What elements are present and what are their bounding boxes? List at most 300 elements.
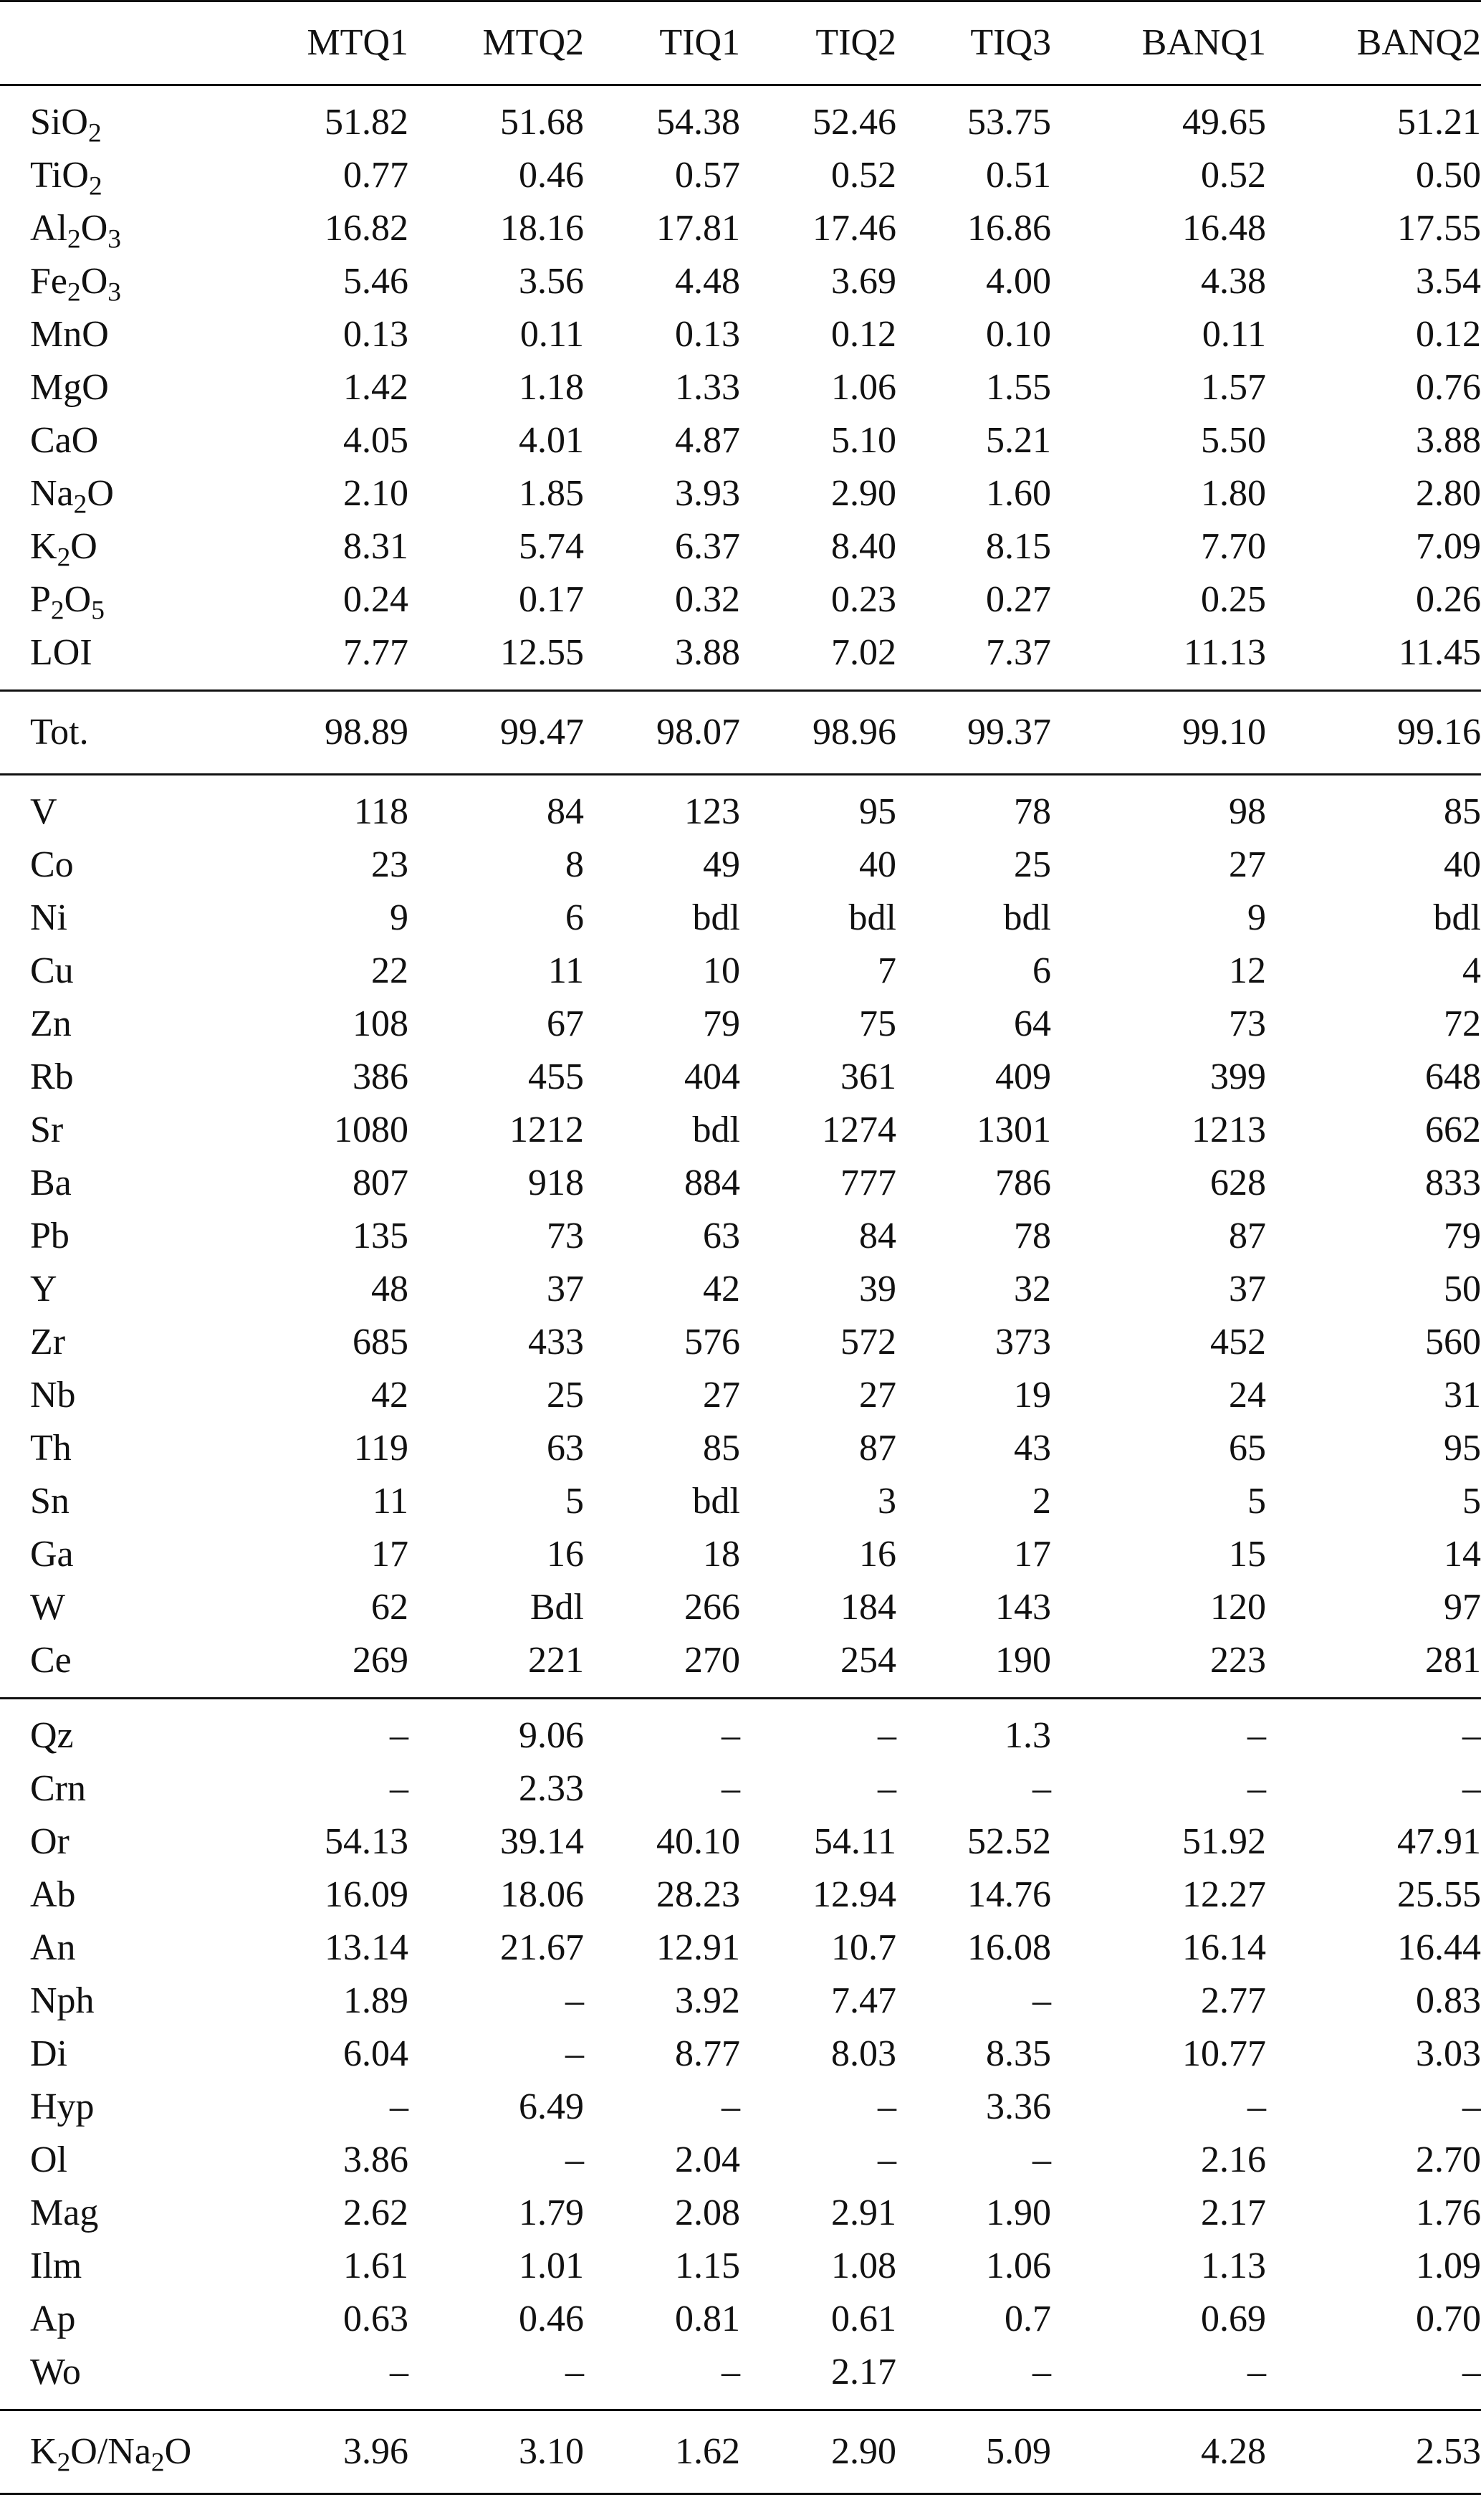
value-cell: 16.08 — [967, 1927, 1051, 1968]
value-cell: 84 — [408, 775, 584, 839]
value-cell: 108 — [353, 1003, 408, 1044]
value-cell: 0.13 — [675, 314, 740, 355]
row-label: Ol — [30, 2139, 67, 2180]
value-cell: 1.61 — [343, 2245, 408, 2286]
row-label: Ap — [30, 2299, 76, 2339]
value-cell: 1.80 — [1201, 473, 1266, 514]
trace-element-row — [0, 1263, 1481, 1316]
value-cell: 65 — [1229, 1428, 1266, 1469]
value-cell: 16 — [859, 1534, 896, 1575]
value-cell: 1.76 — [1416, 2192, 1481, 2233]
value-cell: 3.56 — [519, 261, 584, 302]
value-cell: – — [1247, 2352, 1266, 2392]
value-cell: 0.51 — [986, 155, 1051, 196]
header-cell — [0, 1, 251, 85]
value-cell: 4 — [1462, 950, 1481, 991]
oxide-row — [0, 626, 1481, 691]
value-cell: 0.52 — [831, 155, 896, 196]
value-cell: 18 — [703, 1534, 740, 1575]
value-cell: – — [565, 1980, 584, 2021]
label-text: O/Na — [70, 2431, 151, 2472]
norm-mineral-row — [0, 1868, 1481, 1922]
oxide-row — [0, 573, 1481, 626]
value-cell: 8.35 — [986, 2033, 1051, 2074]
value-cell: 1212 — [509, 1109, 584, 1150]
value-cell: 0.7 — [1005, 2299, 1051, 2339]
value-cell: 12.27 — [1182, 1874, 1266, 1915]
value-cell: 685 — [353, 1322, 408, 1362]
oxide-row — [0, 414, 1481, 467]
value-cell: 49.65 — [1051, 85, 1266, 150]
value-cell: 1213 — [1192, 1109, 1266, 1150]
norm-mineral-row — [0, 2081, 1481, 2134]
value-cell: 16.09 — [325, 1874, 408, 1915]
value-cell: 1.90 — [986, 2192, 1051, 2233]
norm-mineral-row — [0, 1699, 1481, 1763]
value-cell: 628 — [1210, 1163, 1266, 1203]
value-cell: 143 — [995, 1587, 1051, 1628]
value-cell: 0.26 — [1416, 579, 1481, 620]
value-cell: 6.37 — [675, 526, 740, 567]
value-cell: 16.44 — [1397, 1927, 1481, 1968]
row-label: W — [30, 1587, 66, 1628]
value-cell: 0.81 — [675, 2299, 740, 2339]
value-cell: 27 — [703, 1375, 740, 1416]
value-cell: 25 — [547, 1375, 584, 1416]
label-subscript: 5 — [91, 596, 105, 626]
row-label — [0, 520, 251, 573]
label-text: Al — [30, 208, 67, 249]
value-cell: – — [722, 1768, 740, 1809]
value-cell: 455 — [528, 1056, 584, 1097]
value-cell: 25.55 — [1397, 1874, 1481, 1915]
value-cell: 0.32 — [675, 579, 740, 620]
header-cell: MTQ1 — [251, 1, 408, 85]
value-cell: 7.09 — [1416, 526, 1481, 567]
row-label: Co — [30, 844, 74, 885]
value-cell: 51.21 — [1266, 85, 1481, 150]
value-cell: 0.12 — [831, 314, 896, 355]
value-cell: 12.94 — [813, 1874, 896, 1915]
value-cell: 1.60 — [986, 473, 1051, 514]
value-cell: 16.86 — [967, 208, 1051, 249]
value-cell: 63 — [547, 1428, 584, 1469]
value-cell: 2.04 — [675, 2139, 740, 2180]
value-cell: 2.62 — [343, 2192, 408, 2233]
norm-mineral-row — [0, 1762, 1481, 1815]
value-cell: – — [878, 1768, 896, 1809]
value-cell: 17.55 — [1397, 208, 1481, 249]
row-label: Crn — [30, 1768, 86, 1809]
value-cell: 48 — [371, 1269, 408, 1309]
label-text: Si — [30, 102, 62, 143]
label-subscript: 2 — [67, 224, 81, 254]
value-cell: 0.57 — [675, 155, 740, 196]
value-cell: 85 — [1266, 775, 1481, 839]
trace-element-row — [0, 1104, 1481, 1157]
value-cell: 135 — [353, 1216, 408, 1256]
value-cell: 399 — [1210, 1056, 1266, 1097]
value-cell: 1.89 — [343, 1980, 408, 2021]
value-cell: 5.09 — [896, 2410, 1051, 2494]
value-cell: 5.10 — [831, 420, 896, 461]
value-cell: – — [1266, 1699, 1481, 1763]
value-cell: 22 — [371, 950, 408, 991]
value-cell: 95 — [1444, 1428, 1481, 1469]
value-cell: 87 — [1229, 1216, 1266, 1256]
value-cell: 386 — [353, 1056, 408, 1097]
row-label — [0, 573, 251, 626]
value-cell: 254 — [840, 1640, 896, 1681]
trace-element-row — [0, 775, 1481, 839]
row-label: Zr — [30, 1322, 66, 1362]
value-cell: 2.90 — [831, 473, 896, 514]
oxide-row — [0, 149, 1481, 202]
value-cell: 0.17 — [519, 579, 584, 620]
value-cell: 6 — [565, 897, 584, 938]
value-cell: 184 — [840, 1587, 896, 1628]
value-cell: 3.88 — [675, 632, 740, 673]
value-cell: 452 — [1210, 1322, 1266, 1362]
value-cell: 5 — [1462, 1481, 1481, 1522]
total-row — [0, 691, 1481, 775]
value-cell: 7.77 — [343, 632, 408, 673]
value-cell: 2.10 — [343, 473, 408, 514]
value-cell: 223 — [1210, 1640, 1266, 1681]
row-label — [0, 414, 251, 467]
value-cell: – — [390, 1768, 408, 1809]
header-cell: BANQ2 — [1266, 1, 1481, 85]
value-cell: 23 — [371, 844, 408, 885]
value-cell: – — [1462, 1768, 1481, 1809]
value-cell: 12.55 — [500, 632, 584, 673]
value-cell: 73 — [547, 1216, 584, 1256]
value-cell: 7.02 — [831, 632, 896, 673]
label-subscript: 2 — [150, 2448, 165, 2478]
value-cell: 0.12 — [1416, 314, 1481, 355]
trace-element-row — [0, 1369, 1481, 1422]
value-cell: 54.11 — [813, 1821, 896, 1862]
value-cell: 21.67 — [500, 1927, 584, 1968]
label-subscript: 2 — [57, 543, 71, 573]
trace-element-row — [0, 1528, 1481, 1581]
value-cell: 28.23 — [656, 1874, 740, 1915]
row-label — [0, 2410, 251, 2494]
value-cell: 10.7 — [831, 1927, 896, 1968]
value-cell: 79 — [1444, 1216, 1481, 1256]
value-cell: 64 — [1014, 1003, 1051, 1044]
row-label — [0, 308, 251, 361]
value-cell: 54.38 — [584, 85, 740, 150]
value-cell: 807 — [353, 1163, 408, 1203]
value-cell: 12.91 — [656, 1927, 740, 1968]
value-cell: 7 — [878, 950, 896, 991]
value-cell: – — [1032, 1980, 1051, 2021]
value-cell: 53.75 — [896, 85, 1051, 150]
row-label: Ilm — [30, 2245, 82, 2286]
value-cell: 9 — [390, 897, 408, 938]
label-text: LOI — [30, 632, 92, 673]
row-label: Or — [30, 1821, 70, 1862]
value-cell: 3.88 — [1416, 420, 1481, 461]
value-cell: 270 — [684, 1640, 740, 1681]
value-cell: 72 — [1444, 1003, 1481, 1044]
value-cell: – — [390, 2352, 408, 2392]
value-cell: 190 — [995, 1640, 1051, 1681]
row-label: Tot. — [0, 691, 251, 775]
value-cell: 221 — [528, 1640, 584, 1681]
label-subscript: 2 — [88, 171, 102, 201]
row-label: Nph — [30, 1980, 95, 2021]
trace-element-row — [0, 1157, 1481, 1210]
value-cell: – — [1051, 1699, 1266, 1763]
label-text: O — [80, 208, 108, 249]
value-cell: 2.90 — [740, 2410, 896, 2494]
value-cell: 8.77 — [675, 2033, 740, 2074]
value-cell: 11.45 — [1398, 632, 1481, 673]
value-cell: bdl — [1433, 897, 1481, 938]
value-cell: 0.11 — [519, 314, 584, 355]
trace-element-row — [0, 892, 1481, 945]
value-cell: – — [584, 1699, 740, 1763]
value-cell: 5 — [1247, 1481, 1266, 1522]
value-cell: 3 — [878, 1481, 896, 1522]
value-cell: 269 — [353, 1640, 408, 1681]
norm-mineral-row — [0, 2134, 1481, 2187]
value-cell: 99.10 — [1051, 691, 1266, 775]
value-cell: 40.10 — [656, 1821, 740, 1862]
trace-element-row — [0, 1210, 1481, 1263]
value-cell: 2.70 — [1416, 2139, 1481, 2180]
oxide-row — [0, 467, 1481, 520]
value-cell: – — [878, 2086, 896, 2127]
header-cell: TIQ2 — [740, 1, 896, 85]
value-cell: 884 — [684, 1163, 740, 1203]
value-cell: 98 — [1051, 775, 1266, 839]
row-label — [0, 467, 251, 520]
value-cell: 118 — [251, 775, 408, 839]
value-cell: 11 — [547, 950, 584, 991]
value-cell: 266 — [684, 1587, 740, 1628]
value-cell: 0.25 — [1201, 579, 1266, 620]
value-cell: 85 — [703, 1428, 740, 1469]
row-label: V — [0, 775, 251, 839]
trace-element-row — [0, 1475, 1481, 1528]
value-cell: 62 — [371, 1587, 408, 1628]
value-cell: 0.10 — [986, 314, 1051, 355]
value-cell: 2.80 — [1416, 473, 1481, 514]
label-text: O — [80, 261, 108, 302]
row-label — [0, 202, 251, 255]
row-label — [0, 361, 251, 414]
value-cell: 0.69 — [1201, 2299, 1266, 2339]
value-cell: 1.62 — [584, 2410, 740, 2494]
value-cell: 11.13 — [1183, 632, 1266, 673]
norm-mineral-row — [0, 2187, 1481, 2240]
value-cell: – — [878, 2139, 896, 2180]
label-text: O — [62, 155, 89, 196]
oxide-row — [0, 255, 1481, 308]
value-cell: 49 — [703, 844, 740, 885]
value-cell: 648 — [1425, 1056, 1481, 1097]
value-cell: 119 — [353, 1428, 408, 1469]
value-cell: – — [251, 1699, 408, 1763]
row-label — [0, 255, 251, 308]
value-cell: 3.93 — [675, 473, 740, 514]
value-cell: 75 — [859, 1003, 896, 1044]
norm-mineral-row — [0, 2240, 1481, 2293]
row-label: Ga — [30, 1534, 74, 1575]
value-cell: bdl — [692, 1109, 740, 1150]
value-cell: 18.16 — [500, 208, 584, 249]
value-cell: – — [565, 2033, 584, 2074]
value-cell: 0.46 — [519, 155, 584, 196]
value-cell: 79 — [703, 1003, 740, 1044]
value-cell: 8.31 — [343, 526, 408, 567]
trace-element-row — [0, 1581, 1481, 1634]
value-cell: – — [1462, 2086, 1481, 2127]
value-cell: 51.68 — [408, 85, 584, 150]
value-cell: 0.24 — [343, 579, 408, 620]
value-cell: 5.50 — [1201, 420, 1266, 461]
value-cell: 0.11 — [1202, 314, 1266, 355]
oxide-row — [0, 202, 1481, 255]
value-cell: 16.82 — [325, 208, 408, 249]
value-cell: 1.33 — [675, 367, 740, 408]
value-cell: 42 — [703, 1269, 740, 1309]
value-cell: 73 — [1229, 1003, 1266, 1044]
value-cell: 409 — [995, 1056, 1051, 1097]
value-cell: 0.63 — [343, 2299, 408, 2339]
value-cell: 3.10 — [408, 2410, 584, 2494]
value-cell: 24 — [1229, 1375, 1266, 1416]
value-cell: 99.16 — [1266, 691, 1481, 775]
value-cell: 5.21 — [986, 420, 1051, 461]
value-cell: 3.54 — [1416, 261, 1481, 302]
oxide-row — [0, 308, 1481, 361]
row-label: Sn — [30, 1481, 70, 1522]
value-cell: 4.00 — [986, 261, 1051, 302]
label-subscript: 2 — [57, 2448, 71, 2478]
value-cell: 18.06 — [500, 1874, 584, 1915]
row-label: Ab — [30, 1874, 76, 1915]
value-cell: 3.03 — [1416, 2033, 1481, 2074]
value-cell: – — [1247, 1768, 1266, 1809]
label-text: K — [30, 526, 57, 567]
value-cell: 7.37 — [986, 632, 1051, 673]
row-label: Di — [30, 2033, 67, 2074]
value-cell: 572 — [840, 1322, 896, 1362]
value-cell: 4.01 — [519, 420, 584, 461]
trace-element-row — [0, 998, 1481, 1051]
value-cell: 50 — [1444, 1269, 1481, 1309]
value-cell: 17 — [1014, 1534, 1051, 1575]
trace-element-row — [0, 839, 1481, 892]
value-cell: 4.38 — [1201, 261, 1266, 302]
row-label: Wo — [30, 2352, 81, 2392]
value-cell: 14 — [1444, 1534, 1481, 1575]
row-label: Ce — [30, 1640, 72, 1681]
value-cell: 8 — [565, 844, 584, 885]
value-cell: 99.37 — [896, 691, 1051, 775]
norm-mineral-row — [0, 1975, 1481, 2028]
value-cell: bdl — [848, 897, 896, 938]
oxide-row — [0, 520, 1481, 573]
value-cell: 1.06 — [831, 367, 896, 408]
value-cell: 17.46 — [813, 208, 896, 249]
value-cell: 51.82 — [251, 85, 408, 150]
value-cell: 786 — [995, 1163, 1051, 1203]
value-cell: 2.17 — [1201, 2192, 1266, 2233]
value-cell: 2.77 — [1201, 1980, 1266, 2021]
value-cell: 0.50 — [1416, 155, 1481, 196]
value-cell: 1.13 — [1201, 2245, 1266, 2286]
value-cell: – — [722, 2352, 740, 2392]
value-cell: 0.46 — [519, 2299, 584, 2339]
value-cell: 11 — [372, 1481, 408, 1522]
value-cell: 7.70 — [1201, 526, 1266, 567]
value-cell: 54.13 — [325, 1821, 408, 1862]
label-text: Ti — [30, 155, 62, 196]
value-cell: 373 — [995, 1322, 1051, 1362]
row-label: Qz — [0, 1699, 251, 1763]
label-text: K — [30, 2431, 57, 2472]
row-label — [0, 149, 251, 202]
value-cell: 4.48 — [675, 261, 740, 302]
value-cell: 12 — [1229, 950, 1266, 991]
value-cell: 2.16 — [1201, 2139, 1266, 2180]
label-text: P — [30, 579, 51, 620]
oxide-row — [0, 85, 1481, 150]
row-label: Cu — [30, 950, 74, 991]
row-label: Ba — [30, 1163, 72, 1203]
norm-mineral-row — [0, 2028, 1481, 2081]
value-cell: 31 — [1444, 1375, 1481, 1416]
value-cell: 0.76 — [1416, 367, 1481, 408]
value-cell: 2.33 — [519, 1768, 584, 1809]
value-cell: – — [565, 2139, 584, 2180]
value-cell: 98.89 — [251, 691, 408, 775]
value-cell: 433 — [528, 1322, 584, 1362]
label-text: O — [87, 473, 114, 514]
value-cell: 576 — [684, 1322, 740, 1362]
value-cell: 5.74 — [519, 526, 584, 567]
row-label: Pb — [30, 1216, 70, 1256]
value-cell: 918 — [528, 1163, 584, 1203]
value-cell: 10.77 — [1182, 2033, 1266, 2074]
value-cell: 1.18 — [519, 367, 584, 408]
ratio-row — [0, 2410, 1481, 2494]
value-cell: 1.79 — [519, 2192, 584, 2233]
label-text: O — [70, 526, 97, 567]
value-cell: 17.81 — [656, 208, 740, 249]
value-cell: 27 — [859, 1375, 896, 1416]
label-text: O — [64, 579, 92, 620]
value-cell: 52.46 — [740, 85, 896, 150]
value-cell: 78 — [896, 775, 1051, 839]
value-cell: 8.03 — [831, 2033, 896, 2074]
value-cell: – — [1032, 2139, 1051, 2180]
value-cell: 1.15 — [675, 2245, 740, 2286]
value-cell: – — [740, 1699, 896, 1763]
value-cell: 9.06 — [408, 1699, 584, 1763]
value-cell: 833 — [1425, 1163, 1481, 1203]
value-cell: 8.40 — [831, 526, 896, 567]
trace-element-row — [0, 1051, 1481, 1104]
table-body — [0, 85, 1481, 2494]
value-cell: 120 — [1210, 1587, 1266, 1628]
value-cell: 4.28 — [1051, 2410, 1266, 2494]
